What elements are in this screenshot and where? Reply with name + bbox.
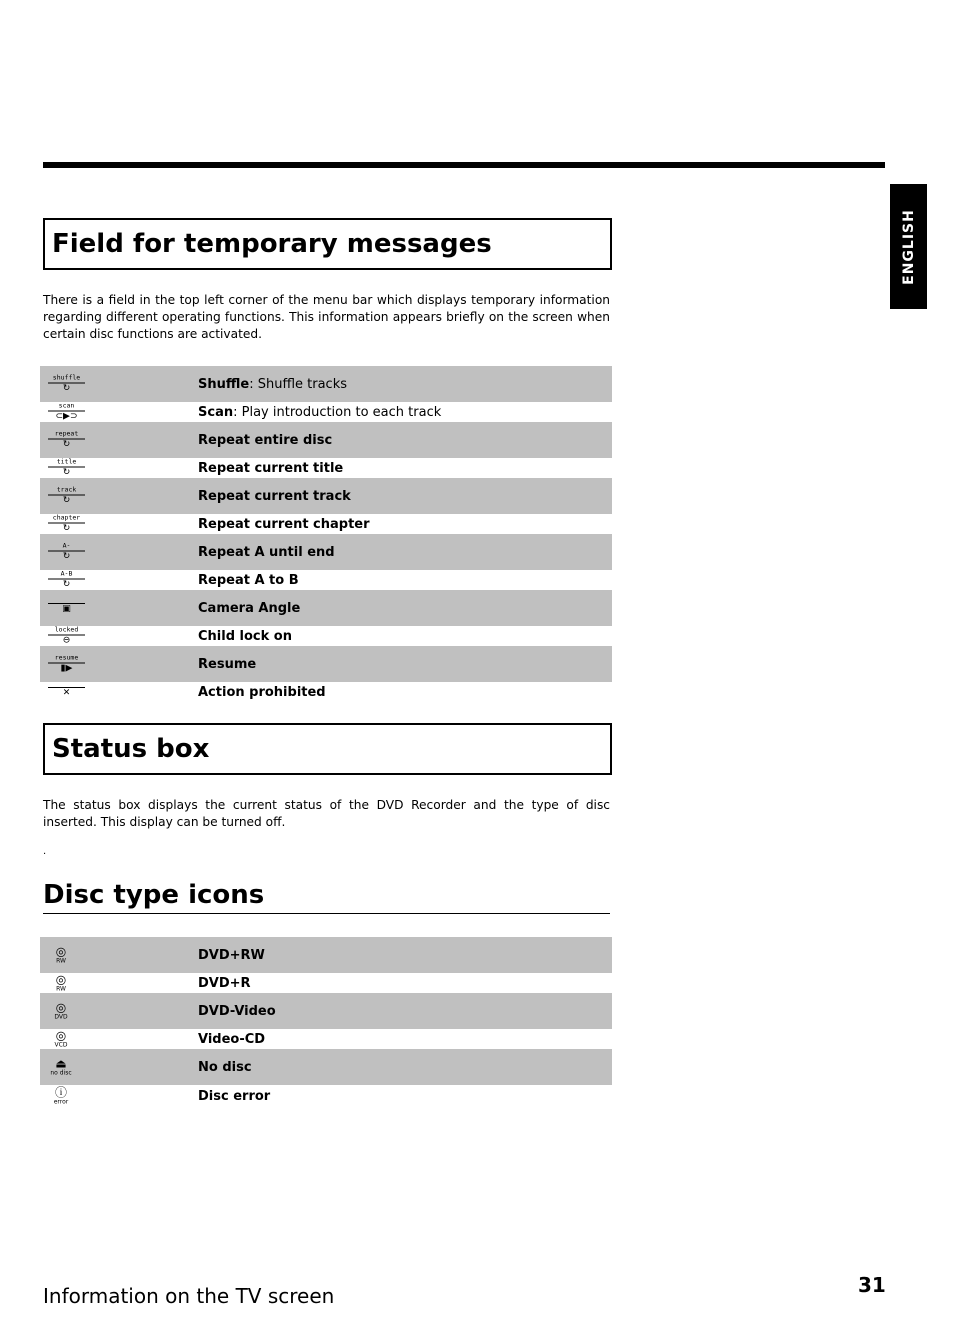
message-icon-label: title: [56, 457, 77, 466]
disc-icon-glyph: ⏏: [55, 1056, 67, 1071]
temporary-messages-description: There is a field in the top left corner of the menu bar which displays temporary information regarding different operating functions. This information appears briefly on the screen when certain disc functions are activated.: [43, 293, 610, 341]
message-icon-label: chapter: [52, 513, 81, 522]
disc-type-label: [198, 1004, 276, 1019]
message-icon: [48, 403, 85, 422]
disc-icon: [46, 1002, 76, 1021]
section-title-status-box: Status box: [52, 734, 210, 764]
language-tab-label: ENGLISH: [900, 208, 917, 285]
message-name: Action prohibited: [198, 684, 326, 700]
message-icon: [48, 515, 85, 534]
message-icon-glyph: ⊂▶⊃: [55, 411, 78, 422]
table-row: [40, 478, 612, 514]
disc-type-name: Video-CD: [198, 1031, 266, 1047]
disc-type-label: [198, 1089, 270, 1104]
disc-icon-glyph: ◎: [55, 972, 67, 987]
table-row: [40, 590, 612, 626]
message-name: Repeat current title: [198, 460, 344, 476]
message-icon: [48, 627, 85, 646]
header-rule: [43, 162, 885, 168]
message-detail: : Shuffle tracks: [249, 376, 348, 392]
message-icon-label: repeat: [54, 429, 79, 438]
message-icon-label: scan: [58, 401, 75, 410]
message-description: [198, 405, 441, 420]
message-description: [198, 433, 332, 448]
disc-icon-label: VCD: [54, 1041, 68, 1049]
footer-title: Information on the TV screen: [43, 1284, 335, 1308]
table-row: [40, 514, 612, 534]
section-title-temporary-messages: Field for temporary messages: [52, 229, 492, 259]
message-name: Camera Angle: [198, 600, 301, 616]
section-heading-box-temporary-messages: [43, 218, 612, 270]
disc-type-label: [198, 1060, 252, 1075]
temporary-messages-table: [40, 366, 612, 702]
message-icon-glyph: ▣: [62, 604, 71, 614]
message-icon-glyph: ↻: [62, 523, 71, 534]
disc-icon-label: DVD: [54, 1013, 68, 1021]
table-row: [40, 1029, 612, 1049]
disc-icon: [46, 1058, 76, 1077]
message-description: [198, 601, 300, 616]
message-icon-label: track: [56, 485, 77, 494]
message-icon: [48, 459, 85, 478]
message-name: Repeat entire disc: [198, 432, 333, 448]
disc-icon: [46, 946, 76, 965]
message-icon-glyph: ↻: [62, 551, 71, 562]
language-tab: [890, 184, 927, 309]
message-name: Repeat A to B: [198, 572, 299, 588]
table-row: [40, 422, 612, 458]
separator-dot: .: [43, 846, 47, 857]
message-icon-glyph: ↻: [62, 439, 71, 450]
message-icon-label: shuffle: [52, 373, 81, 382]
disc-icon: [46, 1087, 76, 1106]
disc-icon: [46, 974, 76, 993]
disc-icon-glyph: ◎: [55, 944, 67, 959]
disc-type-name: DVD+R: [198, 975, 251, 991]
message-icon: [48, 686, 85, 698]
table-row: [40, 937, 612, 973]
message-description: [198, 517, 370, 532]
disc-type-heading-rule: [43, 913, 610, 914]
disc-icon-glyph: ⓘ: [54, 1085, 67, 1100]
message-name: Repeat A until end: [198, 544, 335, 560]
table-row: [40, 1085, 612, 1107]
message-description: [198, 545, 335, 560]
message-description: [198, 461, 343, 476]
disc-type-name: DVD-Video: [198, 1003, 276, 1019]
message-icon-label: A-: [62, 541, 71, 550]
message-name: Resume: [198, 656, 257, 672]
message-description: [198, 685, 326, 700]
message-icon: [48, 602, 85, 614]
message-icon: [48, 487, 85, 506]
message-icon-glyph: ✕: [62, 688, 71, 698]
message-name: Repeat current track: [198, 488, 351, 504]
message-detail: : Play introduction to each track: [233, 404, 442, 420]
disc-icon-label: RW: [56, 985, 66, 993]
message-icon-glyph: ↻: [62, 579, 71, 590]
disc-icon-label: no disc: [50, 1069, 72, 1077]
message-description: [198, 377, 347, 392]
disc-icon: [46, 1030, 76, 1049]
disc-icon-label: RW: [56, 957, 66, 965]
message-icon-label: locked: [54, 625, 79, 634]
table-row: [40, 458, 612, 478]
disc-type-name: DVD+RW: [198, 947, 265, 963]
table-row: [40, 570, 612, 590]
disc-type-table: [40, 937, 612, 1107]
message-icon: [48, 571, 85, 590]
message-description: [198, 657, 256, 672]
message-icon-glyph: ▮▶: [60, 663, 73, 674]
disc-icon-glyph: ◎: [55, 1028, 67, 1043]
message-icon: [48, 375, 85, 394]
page-number: 31: [858, 1273, 886, 1297]
table-row: [40, 973, 612, 993]
message-icon-glyph: ↻: [62, 383, 71, 394]
message-icon: [48, 655, 85, 674]
table-row: [40, 366, 612, 402]
table-row: [40, 1049, 612, 1085]
table-row: [40, 626, 612, 646]
disc-type-label: [198, 948, 265, 963]
message-icon: [48, 431, 85, 450]
message-name: Shuffle: [198, 376, 250, 392]
message-icon-label: resume: [54, 653, 79, 662]
message-icon-glyph: ↻: [62, 467, 71, 478]
disc-type-label: [198, 1032, 265, 1047]
message-icon-glyph: ↻: [62, 495, 71, 506]
section-title-disc-type-icons: Disc type icons: [43, 880, 265, 910]
table-row: [40, 402, 612, 422]
table-row: [40, 646, 612, 682]
disc-icon-glyph: ◎: [55, 1000, 67, 1015]
section-heading-box-status-box: [43, 723, 612, 775]
message-name: Repeat current chapter: [198, 516, 370, 532]
table-row: [40, 993, 612, 1029]
disc-type-label: [198, 976, 251, 991]
message-icon: [48, 543, 85, 562]
disc-type-name: Disc error: [198, 1088, 271, 1104]
message-description: [198, 629, 292, 644]
table-row: [40, 534, 612, 570]
message-name: Child lock on: [198, 628, 292, 644]
message-description: [198, 489, 351, 504]
table-row: [40, 682, 612, 702]
message-name: Scan: [198, 404, 234, 420]
disc-icon-label: error: [53, 1098, 69, 1106]
message-icon-glyph: ⊖: [62, 635, 71, 646]
status-box-description: The status box displays the current status of the DVD Recorder and the type of disc inserted. This display can be turned off.: [43, 798, 610, 829]
disc-type-name: No disc: [198, 1059, 252, 1075]
message-icon-label: A-B: [60, 569, 73, 578]
message-description: [198, 573, 299, 588]
